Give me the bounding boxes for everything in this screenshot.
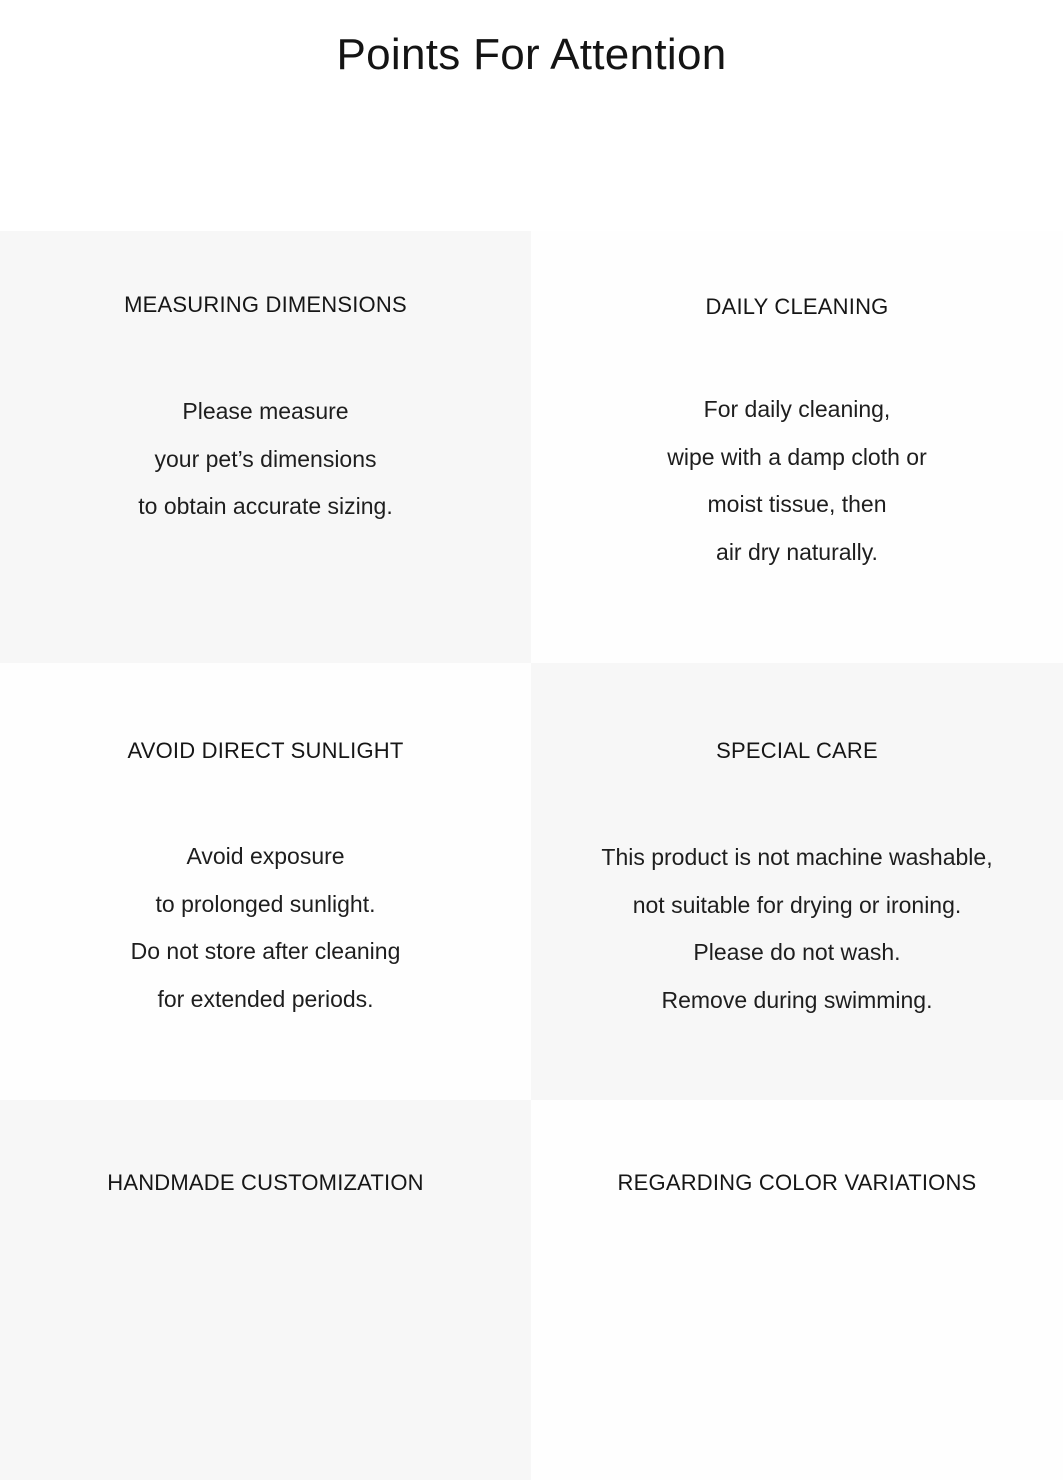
section-body xyxy=(0,833,531,1023)
body-line: moist tissue, then xyxy=(707,491,887,517)
section-heading: MEASURING DIMENSIONS xyxy=(124,292,407,317)
body-line: to obtain accurate sizing. xyxy=(138,493,393,519)
body-line: Please measure xyxy=(182,398,349,424)
section-body xyxy=(531,834,1063,1024)
body-line: For daily cleaning, xyxy=(703,396,891,422)
body-line: Avoid exposure xyxy=(186,843,345,869)
section-avoid-direct-sunlight xyxy=(0,663,531,1100)
section-heading: HANDMADE CUSTOMIZATION xyxy=(107,1170,424,1195)
section-heading: SPECIAL CARE xyxy=(716,738,878,763)
body-line: Remove during swimming. xyxy=(661,986,933,1013)
body-line: Do not store after cleaning xyxy=(130,938,401,964)
section-heading: AVOID DIRECT SUNLIGHT xyxy=(127,738,404,763)
body-line: This product is not machine washable, xyxy=(601,844,993,870)
attention-grid xyxy=(0,231,1063,1480)
section-measuring-dimensions xyxy=(0,231,531,663)
page-title: Points For Attention xyxy=(336,30,727,79)
section-body xyxy=(0,388,531,531)
body-line: Please do not wash. xyxy=(693,939,901,965)
section-heading: DAILY CLEANING xyxy=(705,294,889,319)
section-daily-cleaning xyxy=(531,231,1063,663)
section-regarding-color-variations xyxy=(531,1100,1063,1480)
section-heading: REGARDING COLOR VARIATIONS xyxy=(617,1170,977,1195)
body-line: for extended periods. xyxy=(157,985,374,1012)
body-line: to prolonged sunlight. xyxy=(155,890,376,917)
body-line: your pet’s dimensions xyxy=(154,445,377,472)
section-body xyxy=(531,386,1063,576)
section-special-care xyxy=(531,663,1063,1100)
section-handmade-customization xyxy=(0,1100,531,1480)
body-line: air dry naturally. xyxy=(716,538,878,565)
body-line: wipe with a damp cloth or xyxy=(667,443,927,470)
body-line: not suitable for drying or ironing. xyxy=(632,891,962,918)
